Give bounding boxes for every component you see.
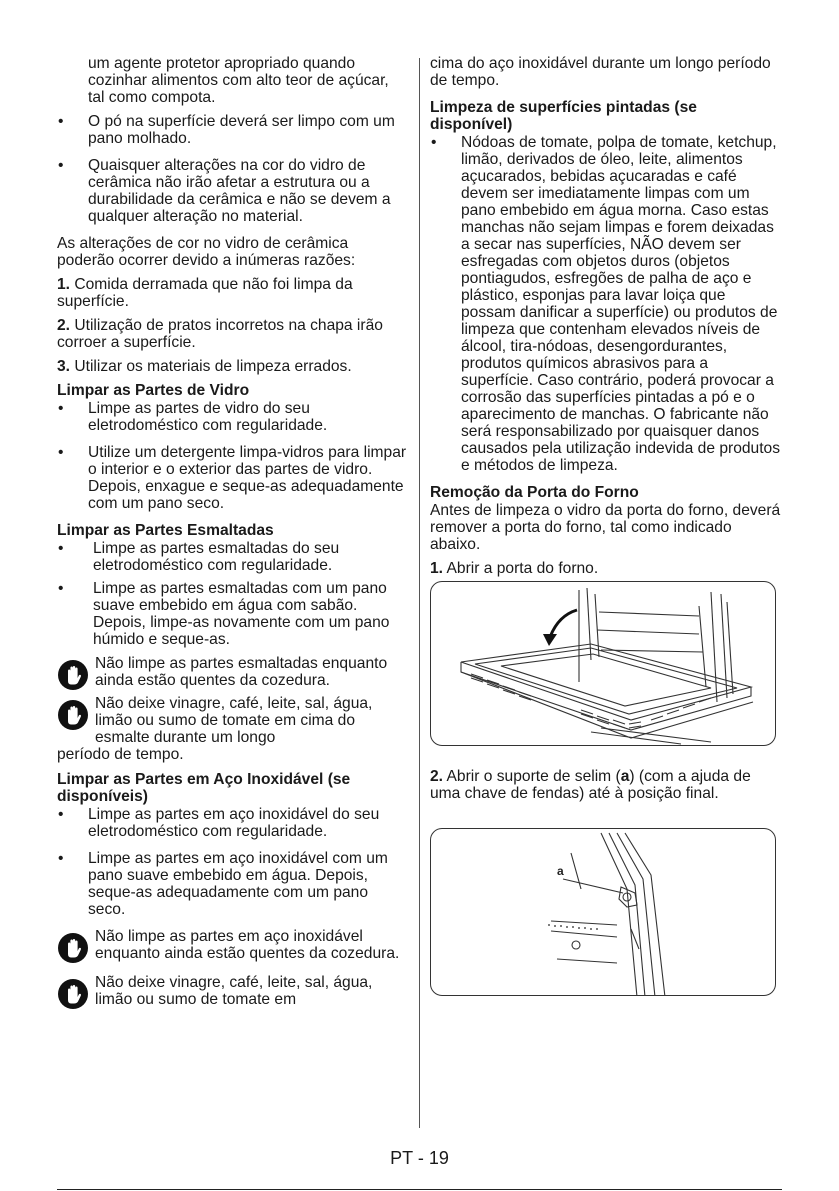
step-2: 2. Abrir o suporte de selim (a) (com a ajuda de uma chave de fendas) até à posição final. [430,768,751,802]
painted-heading: Limpeza de superfícies pintadas (se disponível) [430,99,697,133]
warning-enamel-hot: Não limpe as partes esmaltadas enquanto ainda estão quentes da cozedura. [57,655,409,689]
bullet-glyph: • [58,444,64,461]
page-number: PT - 19 [390,1148,449,1168]
glass-heading: Limpar as Partes de Vidro [57,382,250,399]
enamel-heading: Limpar as Partes Esmaltadas [57,522,274,539]
list-item: • Nódoas de tomate, polpa de tomate, ketchup, limão, derivados de óleo, leite, alimentos açucarados, bebidas açucaradas e café devem ser imediatamente limpas com um pano embebido em água morna. Caso estas manchas não sejam limpas e forem deixadas a secar nas superfícies, NÃO devem ser esfregadas com objetos duros (objetos pontiagudos, esfregões de palha de aço e plástico, esponjas para lavar loiça que possam danificar a superfície) ou produtos de limpeza que contenham elevados níveis de álcool, tira-nódoas, desengordurantes, produtos químicos abrasivos para a superfície. Caso contrário, poderá provocar a corrosão das superfícies pintadas a pó e o aparecimento de manchas. O fabricante não será responsabilizado por quaisquer danos causados pela utilização indevida de produtos e métodos de limpeza. [431,134,781,474]
list-item: • Quaisquer alterações na cor do vidro de cerâmica não irão afetar a estrutura ou a durabilidade da cerâmica e não se devem a qualquer alteração no material. [58,157,391,225]
list-item: • Utilize um detergente limpa-vidros para limpar o interior e o exterior das partes de vidro. Depois, enxague e seque-as adequadamente com um pano seco. [58,444,407,512]
hand-stop-icon [57,659,89,691]
bullet-glyph: • [58,806,64,823]
step-1: 1. Abrir a porta do forno. [430,560,599,577]
numbered-item-3: 3. Utilizar os materiais de limpeza errados. [57,358,352,375]
numbered-item-2: 2. Utilização de pratos incorretos na chapa irão corroer a superfície. [57,317,383,351]
bottom-rule [57,1189,782,1190]
right-column [430,55,782,996]
list-item: • O pó na superfície deverá ser limpo com um pano molhado. [58,113,395,147]
warning-steel-hot: Não limpe as partes em aço inoxidável enquanto ainda estão quentes da cozedura. [57,928,409,962]
steel-heading: Limpar as Partes em Aço Inoxidável (se disponíveis) [57,771,351,805]
warning-enamel-stains: Não deixe vinagre, café, leite, sal, água, limão ou sumo de tomate em cima do esmalte durante um longo período de tempo. [57,695,373,763]
figure-open-oven-door [430,581,776,746]
changes-paragraph: As alterações de cor no vidro de cerâmica poderão ocorrer devido a inúmeras razões: [57,235,356,269]
hinge-bracket-illustration [431,829,776,996]
left-column [57,55,409,1014]
hand-stop-icon [57,978,89,1010]
steel-warning-continuation: cima do aço inoxidável durante um longo período de tempo. [430,55,771,89]
bullet-glyph: • [58,400,64,417]
door-heading: Remoção da Porta do Forno [430,484,639,501]
painted-bullets [430,134,782,474]
figure-label-a: a [557,864,564,878]
bullet-glyph: • [431,134,437,151]
column-divider [419,58,420,1128]
bullet-glyph: • [58,157,64,174]
enamel-bullets [57,540,409,648]
bullet-glyph: • [58,580,64,597]
hand-stop-icon [57,932,89,964]
list-item: • Limpe as partes de vidro do seu eletrodoméstico com regularidade. [58,400,328,434]
bullet-glyph: • [58,540,64,557]
oven-door-open-illustration [431,582,776,746]
steel-bullets [57,806,409,918]
bullet-glyph: • [58,113,64,130]
door-intro: Antes de limpeza o vidro da porta do forno, deverá remover a porta do forno, tal como indicado abaixo. [430,502,781,553]
bullet-glyph: • [58,850,64,867]
intro-continuation: um agente protetor apropriado quando cozinhar alimentos com alto teor de açúcar, tal como compota. [88,55,389,106]
hand-stop-icon [57,699,89,731]
list-item: • Limpe as partes esmaltadas com um pano suave embebido em água com sabão. Depois, limpe-as novamente com um pano húmido e seque-as. [58,580,390,648]
warning-steel-stains: Não deixe vinagre, café, leite, sal, água, limão ou sumo de tomate em [57,974,409,1008]
numbered-item-1: 1. Comida derramada que não foi limpa da superfície. [57,276,353,310]
list-item: • Limpe as partes em aço inoxidável com um pano suave embebido em água. Depois, seque-as adequadamente com um pano seco. [58,850,388,918]
list-item: • Limpe as partes esmaltadas do seu eletrodoméstico com regularidade. [58,540,340,574]
list-item: • Limpe as partes em aço inoxidável do seu eletrodoméstico com regularidade. [58,806,380,840]
glass-bullets [57,400,409,512]
figure-hinge-bracket [430,828,776,996]
bullets-a [57,113,409,225]
